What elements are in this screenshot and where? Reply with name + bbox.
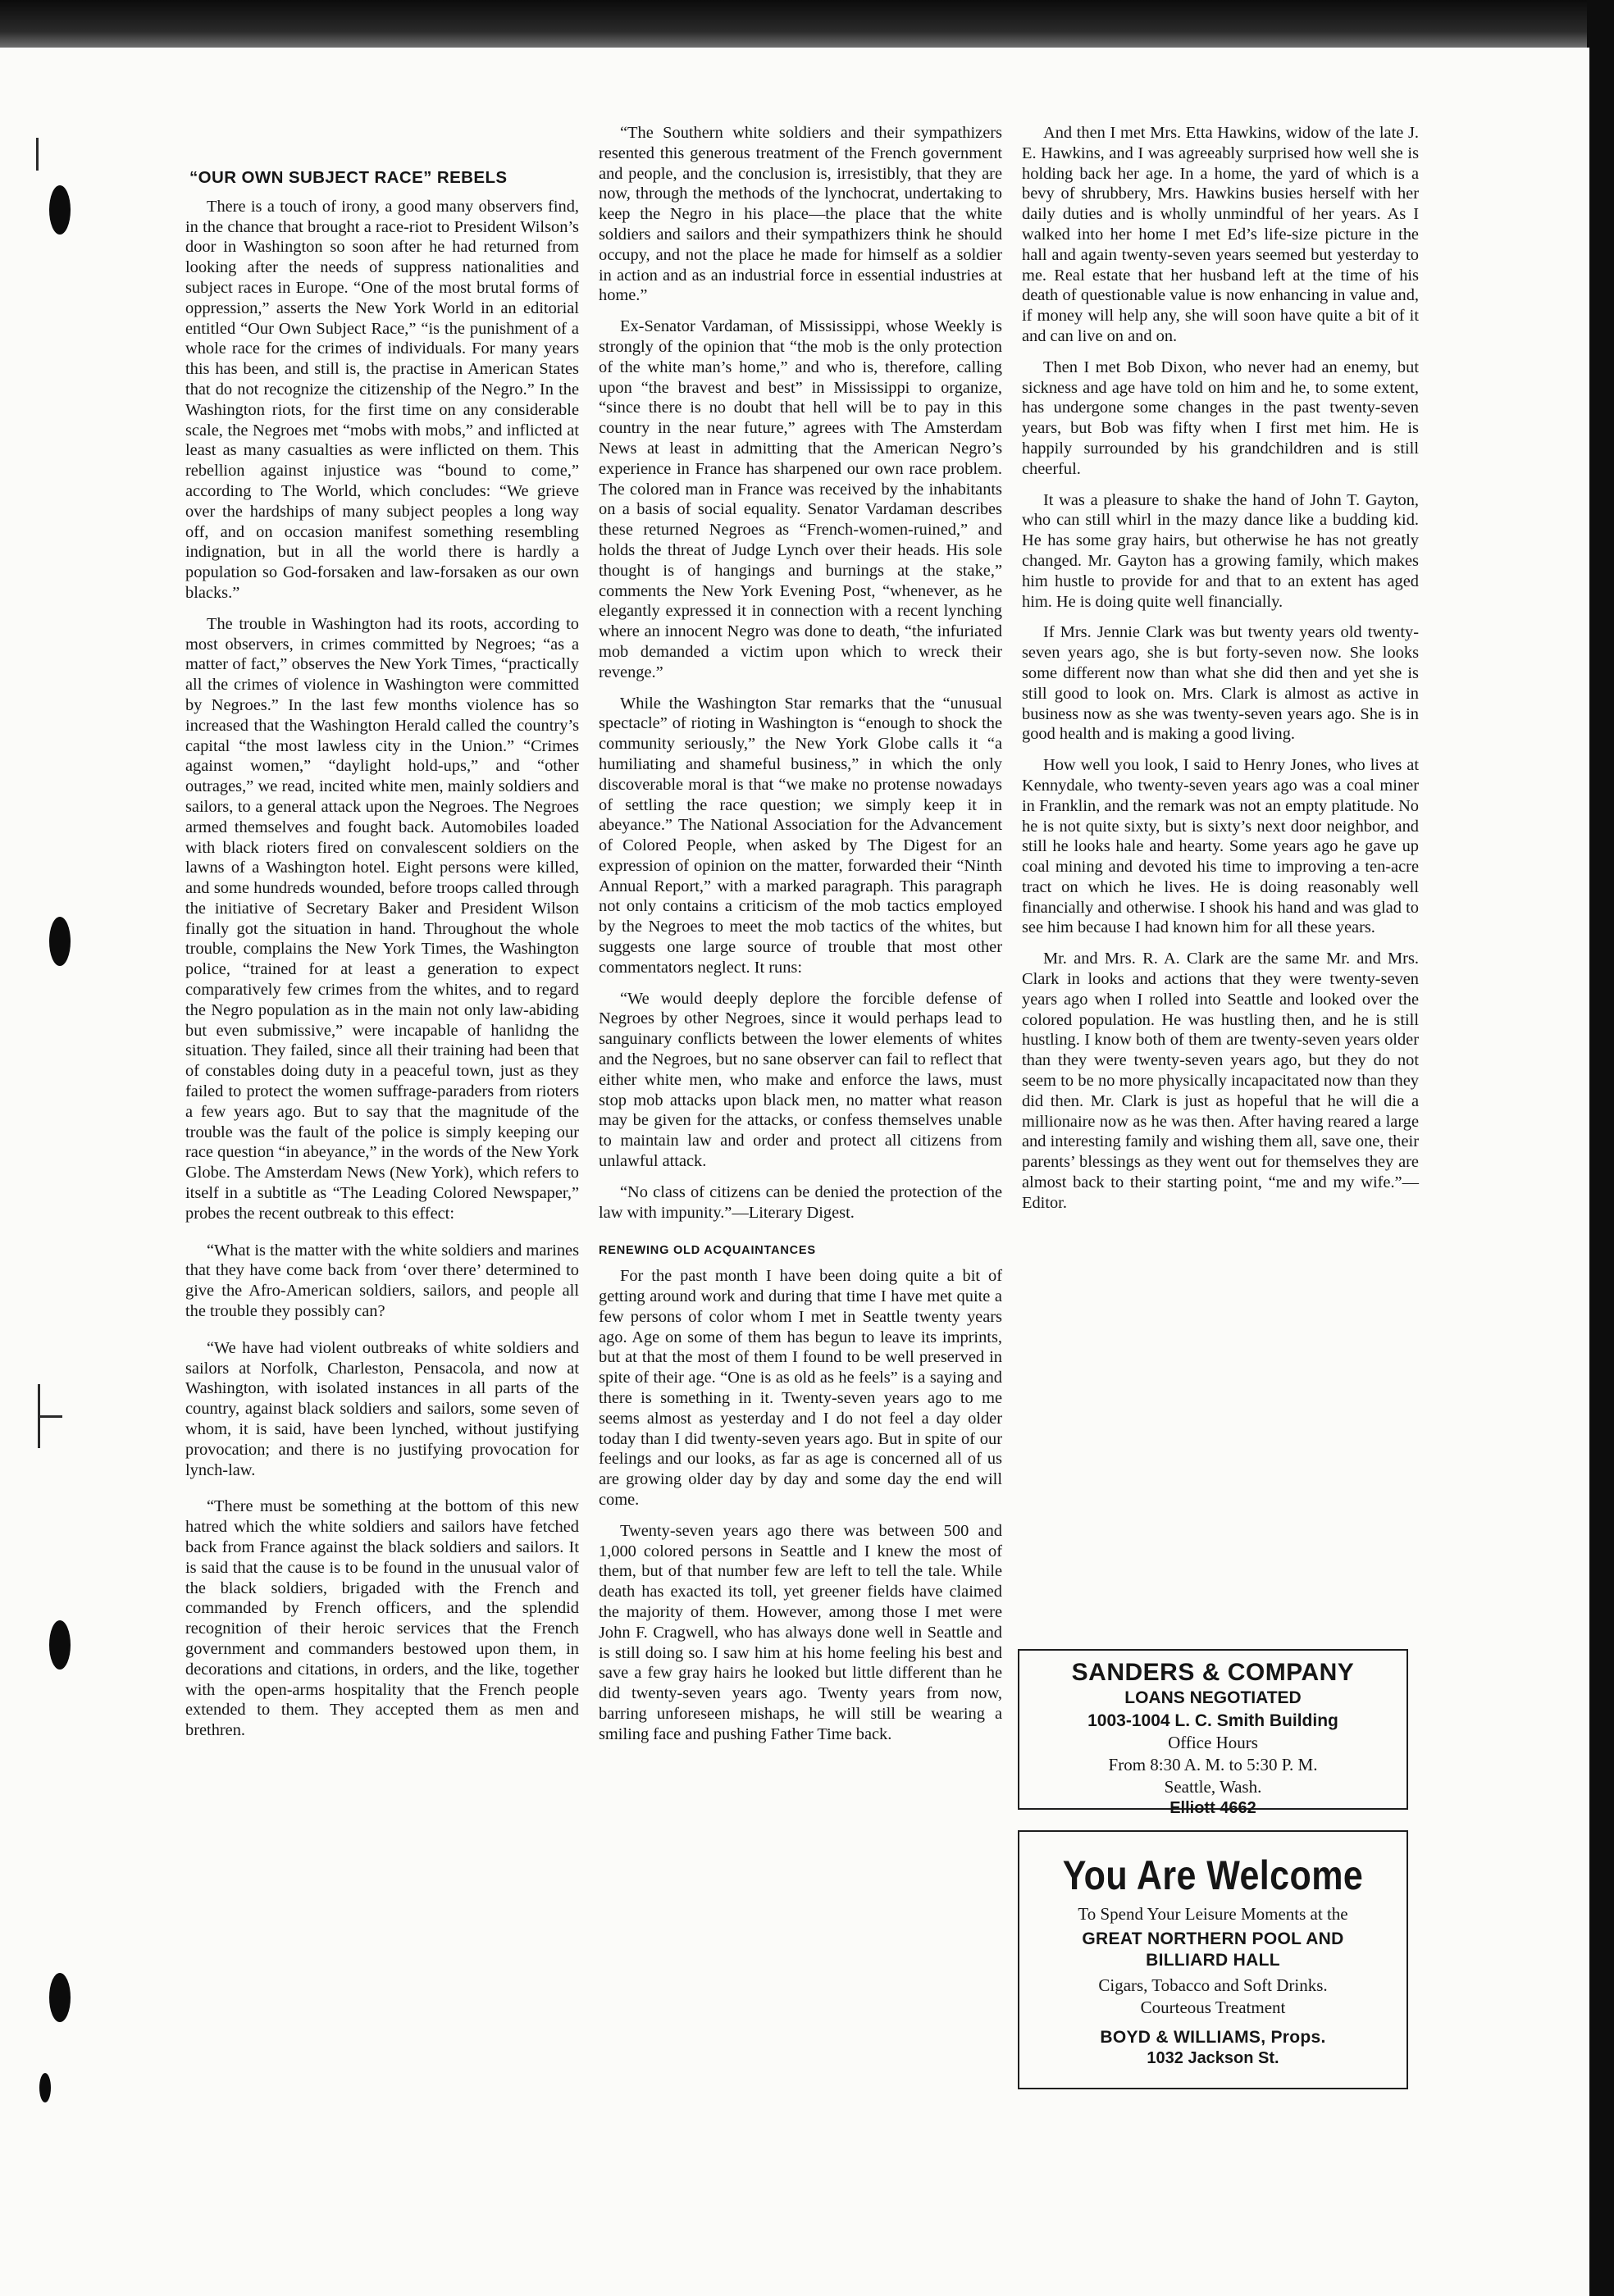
binding-hole	[49, 1620, 71, 1670]
headline-old-acquaintances: RENEWING OLD ACQUAINTANCES	[599, 1244, 816, 1258]
ad-address: 1032 Jackson St.	[1147, 2049, 1279, 2067]
binding-hole	[49, 1973, 71, 2022]
ad-tagline: LOANS NEGOTIATED	[1124, 1688, 1302, 1707]
margin-mark	[38, 1415, 62, 1418]
binding-hole	[49, 917, 71, 966]
article-paragraph: And then I met Mrs. Etta Hawkins, widow of the late J. E. Hawkins, and I was agreeably surprised how well she is holding back her age. In a home, the yard of which is a bevy of shrubbery, Mrs. Hawkins busies herself with her daily duties and is wholly unmindful of her years. As I walked into her home I met Ed’s life-size picture in the hall and again twenty-seven years seemed but yesterday to me. Real estate that her husband left at the time of his death of questionable value is now enhancing in value and, if money will help any, she will soon have quite a bit of it and can live on and on.	[1022, 124, 1419, 345]
binding-hole	[39, 2073, 51, 2102]
article-paragraph: Ex-Senator Vardaman, of Mississippi, whose Weekly is strongly of the opinion that “the mob is the only protection of the white man’s home,” and who is, therefore, calling upon “the bravest and best” in Mississippi to organize, “since there is no doubt that hell will be to pay in this country in the near future,” agrees with The Amsterdam News at least in admitting that the American Negro’s experience in France has sharpened our own race problem. The colored man in France was received by the inhabitants on a basis of social equality. Senator Vardaman describes these returned Negroes as “French-women-ruined,” and holds the threat of Judge Lynch over their heads. His sole thought is of hangings and burnings at the stake,” comments the New York Evening Post, “whenever, as he elegantly expressed it in connection with a recent lynching where an innocent Negro was done to death, “the infuriated mob demanded a victim upon which to wreck their revenge.”	[599, 317, 1002, 681]
quote-paragraph: “No class of citizens can be denied the protection of the law with impunity.”—Literary Digest.	[599, 1182, 1002, 1222]
article-paragraph: How well you look, I said to Henry Jones, who lives at Kennydale, who twenty-seven years ago was a coal miner in Franklin, and the remark was not an empty platitude. No he is not quite sixty, but is sixty’s next door neighbor, and still he looks hale and hearty. Some years ago he gave up coal mining and devoted his time to improving a ten-acre tract on which he lives. He is doing reasonably well financially and otherwise. I shook his hand and was glad to see him because I had known him for all these years.	[1022, 756, 1419, 937]
ad-welcome-line2: Cigars, Tobacco and Soft Drinks.	[1098, 1975, 1328, 1995]
article-paragraph: Twenty-seven years ago there was between 500 and 1,000 colored persons in Seattle and I knew the most of them, but of that number few are left to tell the tale. While death has exacted its toll, yet greener fields have claimed the majority of them. However, among those I met were John F. Cragwell, who has always done well in Seattle and is still doing so. I saw him at his home feeling his best and save a few gray hairs he looked but little different than he did twenty-seven years ago. Twenty years from now, barring unforeseen mishaps, he will still be wearing a smiling face and pushing Father Time back.	[599, 1521, 1002, 1743]
ad-welcome-line3: Courteous Treatment	[1140, 1998, 1286, 2017]
quote-paragraph: “We would deeply deplore the forcible defense of Negroes by other Negroes, since it would perhaps lead to sanguinary conflicts between the lower elements of whites and the Negroes, but no sane observer can fail to reflect that either white men, who make and enforce the laws, must stop mob attacks upon black men, no matter what reason may be given for the attacks, or confess themselves unable to maintain law and order and protect all citizens from unlawful attack.	[599, 989, 1002, 1171]
article-paragraph: While the Washington Star remarks that the “unusual spectacle” of rioting in Washington is “enough to shock the community seriously,” the New York Globe calls it “a humiliating and shameful business,” in which the only discoverable moral is that “we make no protense nowadays of settling the race question; we simply keep it in abeyance.” The National Association for the Advancement of Colored People, when asked by The Digest for an expression of opinion on the matter, forwarded their “Ninth Annual Report,” with a marked paragraph. This paragraph not only contains a criticism of the mob tactics employed by the Negroes to meet the mob tactics of the whites, but suggests one large source of trouble that most other commentators neglect. It runs:	[599, 694, 1002, 977]
ad-you-are-welcome	[1018, 1830, 1408, 2089]
ad-phone: Elliott 4662	[1169, 1799, 1256, 1817]
ad-hours: From 8:30 A. M. to 5:30 P. M.	[1108, 1755, 1318, 1774]
article-paragraph: There is a touch of irony, a good many observers find, in the chance that brought a race-riot to President Wilson’s door in Washington so soon after he had returned from looking after the needs of suppress nationalities and subject races in Europe. “One of the most brutal forms of oppression,” asserts the New York World in an editorial entitled “Our Own Subject Race,” “is the punishment of a whole race for the crimes of individuals. For many years this has been, and still is, the practise in American States that do not recognize the citizenship of the Negro.” In the Washington riots, for the first time on any considerable scale, the Negroes met “mobs with mobs,” and inflicted at least as many casualties as were inflicted on them. This rebellion against injustice was “bound to come,” according to The World, which concludes: “We grieve over the hardships of many subject peoples a long way off, and on occasion manifest something resembling indignation, but in all the world there is hardly a population so God-forsaken and law-forsaken as our own blacks.”	[185, 197, 579, 602]
ad-hall-name-2: BILLIARD HALL	[1146, 1951, 1280, 1970]
column-right	[1022, 123, 1419, 1214]
ad-hall-name-1: GREAT NORTHERN POOL AND	[1082, 1929, 1344, 1948]
quote-paragraph: “The Southern white soldiers and their sympathizers resented this generous treatment of the French government and people, and the conclusion is, irresistibly, that they are now, through the methods of the lynchocrat, undertaking to keep the Negro in his place—the place that the white soldiers and sailors and their sympathizers think he should occupy, and not the place he made for himself as a soldier in action and as an industrial force in essential industries at home.”	[599, 124, 1002, 305]
ad-welcome-line1: To Spend Your Leisure Moments at the	[1078, 1904, 1348, 1924]
ad-city: Seattle, Wash.	[1164, 1777, 1262, 1797]
quote-paragraph: “What is the matter with the white soldiers and marines that they have come back from ‘over there’ determined to give the Afro-American soldiers, sailors, and people all the trouble they possibly can?	[185, 1241, 579, 1321]
article-paragraph: If Mrs. Jennie Clark was but twenty years old twenty-seven years ago, she is but forty-seven now. She looks some different now than what she did then and yet she is still good to look on. Mrs. Clark is almost as active in business now as she was twenty-seven years ago. She is in good health and is making a good living.	[1022, 623, 1419, 744]
article-paragraph: Mr. and Mrs. R. A. Clark are the same Mr. and Mrs. Clark in looks and actions that they were twenty-seven years ago when I rolled into Seattle and looked over the colored population. He was hustling then, and he is still hustling. I know both of them are twenty-seven years older than they were twenty-seven years ago, but they do not seem to be no more physically incapacitated now than they did then. Mr. Clark is just as hopeful that he will die a millionaire now as he was then. After having reared a large and interesting family and wishing them all, save one, their parents’ blessings as they went out for themselves they are almost back to their starting point, “me and my wife.”—Editor.	[1022, 950, 1419, 1212]
column-middle	[599, 123, 1002, 1745]
article-paragraph: It was a pleasure to shake the hand of John T. Gayton, who can still whirl in the mazy dance like a budding kid. He has some gray hairs, but otherwise he has not greatly changed. Mr. Gayton has a growing family, which makes him hustle to provide for and that to an extent has aged him. He is doing quite well financially.	[1022, 490, 1419, 611]
ad-welcome-headline: You Are Welcome	[1062, 1852, 1364, 1898]
column-left	[185, 123, 579, 1741]
ad-hours-label: Office Hours	[1168, 1733, 1258, 1752]
article-paragraph: For the past month I have been doing quite a bit of getting around work and during that time I have met quite a few persons of color whom I met in Seattle twenty years ago. Age on some of them has begun to leave its imprints, but at that the most of them I found to be well preserved in spite of their age. “One is as old as he feels” is a saying and there is something in it. Twenty-seven years ago to me seems almost as yesterday and I do not feel a day older today than I did twenty-seven years ago. But in spite of our feelings and our looks, as far as age is concerned all of us are growing older day by day and some day the end will come.	[599, 1267, 1002, 1509]
ad-building: 1003-1004 L. C. Smith Building	[1087, 1711, 1338, 1730]
headline-subject-race: “OUR OWN SUBJECT RACE” REBELS	[189, 168, 508, 187]
quote-paragraph: “We have had violent outbreaks of white soldiers and sailors at Norfolk, Charleston, Pensacola, and now at Washington, with isolated instances in all parts of the country, against black soldiers and sailors, some seven of whom, it is said, have been lynched, without justifying provocation; and there is no justifying provocation for lynch-law.	[185, 1338, 579, 1479]
article-paragraph: The trouble in Washington had its roots, according to most observers, in crimes committed by Negroes; “as a matter of fact,” observes the New York Times, “practically all the crimes of violence in Washington were committed by Negroes.” In the last few months violence has so increased that the Washington Herald called the country’s capital “the most lawless city in the Union.” “Crimes against women,” “daylight hold-ups,” and “other outrages,” we read, incited white men, mainly soldiers and sailors, to a general attack upon the Negroes. The Negroes armed themselves and fought back. Automobiles loaded with black rioters fired on convalescent soldiers on the lawns of a Washington hotel. Eight persons were killed, and some hundreds wounded, before troops called through the initiative of Secretary Baker and President Wilson finally got the situation in hand. Throughout the whole trouble, complains the New York Times, the Washington police, “trained for at least a generation to expect comparatively few crimes from the whites, and to regard the Negro population as in the main not only law-abiding but even submissive,” were incapable of hanlidng the situation. They failed, since all their training had been that of constables doing duty in a peaceful town, just as they failed to protect the women suffrage-paraders from rioters a few years ago. But to say that the magnitude of the trouble was the fault of the police is simply keeping our race question “in abeyance,” in the words of the New York Globe. The Amsterdam News (New York), which refers to itself in a subtitle as “The Leading Colored Newspaper,” probes the recent outbreak to this effect:	[185, 614, 579, 1223]
quote-paragraph: “There must be something at the bottom of this new hatred which the white soldiers and sailors have fetched back from France against the black soldiers and sailors. It is said that the cause is to be found in the unusual valor of the black soldiers, brigaded with the French and commanded by French officers, and the splendid recognition of their heroic services that the French government and commanders bestowed upon them, in decorations and citations, in orders, and the like, together with the open-arms hospitality that the French people extended to them. They accepted them as men and brethren.	[185, 1497, 579, 1740]
binding-hole	[49, 185, 71, 235]
ad-company-name: SANDERS & COMPANY	[1071, 1659, 1355, 1686]
article-paragraph: Then I met Bob Dixon, who never had an enemy, but sickness and age have told on him and he, to some extent, has undergone some changes in the past twenty-seven years, but Bob was fifty when I first met him. He is happily surrounded by his grandchildren and is still cheerful.	[1022, 358, 1419, 478]
ad-sanders-company	[1018, 1649, 1408, 1817]
margin-mark	[36, 138, 39, 171]
scan-right-border	[1587, 0, 1614, 2296]
ad-proprietors: BOYD & WILLIAMS, Props.	[1100, 2028, 1326, 2047]
